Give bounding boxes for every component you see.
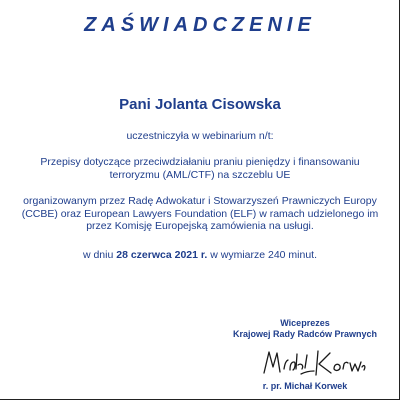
recipient-name: Pani Jolanta Cisowska — [119, 96, 281, 113]
participation-text: uczestniczyła w webinarium n/t: — [126, 130, 274, 142]
organizer-line: przez Komisję Europejską zamówienia na usługi. — [86, 220, 314, 232]
certificate-title: ZAŚWIADCZENIE — [84, 14, 316, 36]
organizer-line: organizowanym przez Radę Adwokatur i Stowarzyszeń Prawniczych Europy — [23, 195, 377, 207]
organizer-line: (CCBE) oraz European Lawyers Foundation (ELF) w ramach udzielonego im — [21, 207, 379, 220]
position-title: Wiceprezes — [280, 318, 330, 328]
date-line — [20, 249, 380, 262]
webinar-topic — [20, 156, 380, 181]
organizer-text — [20, 195, 380, 233]
position-organization: Krajowej Rady Radców Prawnych — [232, 329, 378, 339]
signatory-position — [212, 318, 398, 340]
handwritten-signature — [258, 345, 368, 379]
date-prefix: w dniu — [82, 249, 114, 261]
webinar-topic-line: Przepisy dotyczące przeciwdziałaniu praniu pieniędzy i finansowaniu — [40, 156, 360, 168]
webinar-date: 28 czerwca 2021 r. — [116, 249, 208, 261]
date-suffix: w wymiarze 240 minut. — [210, 249, 318, 261]
signatory-name: r. pr. Michał Korwek — [262, 381, 348, 391]
webinar-topic-line: terroryzmu (AML/CTF) na szczeblu UE — [109, 168, 291, 181]
